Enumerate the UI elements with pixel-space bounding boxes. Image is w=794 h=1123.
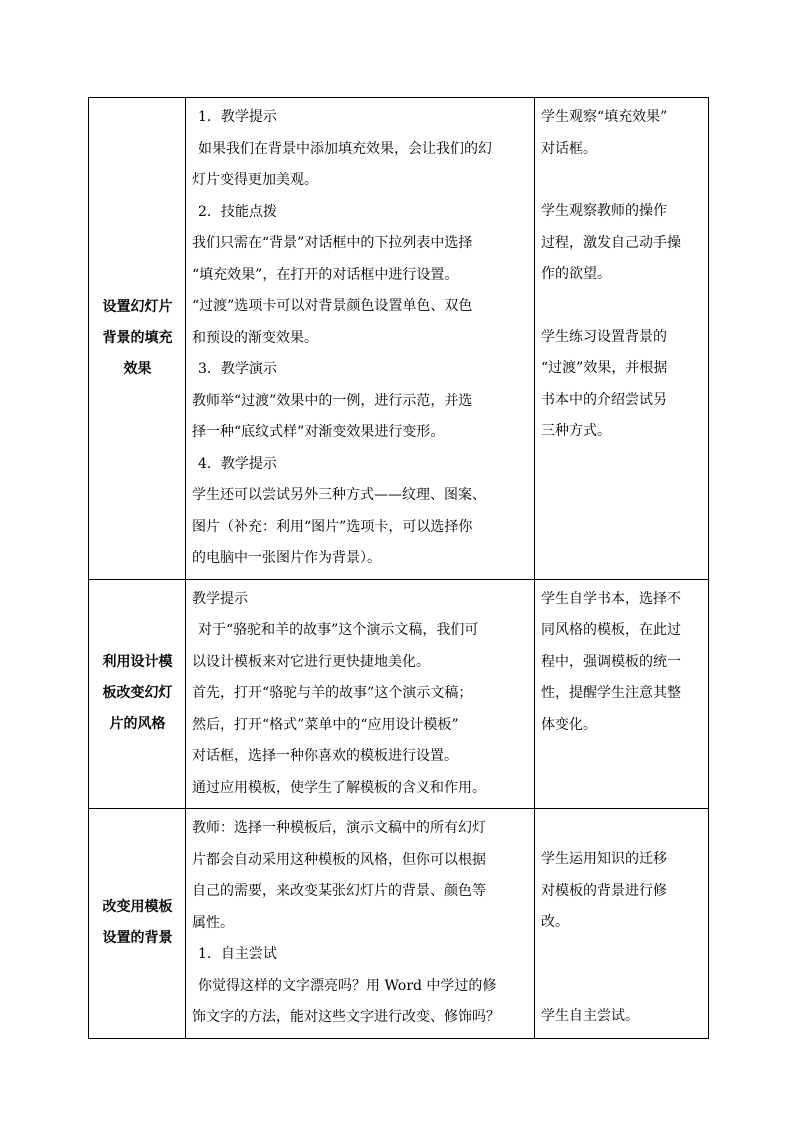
topic-cell: 改变用模板 设置的背景 [89, 809, 186, 1039]
student-activity-cell: 学生运用知识的迁移 对模板的背景进行修 改。 学生自主尝试。 [535, 809, 709, 1039]
content-cell: 教师：选择一种模板后，演示文稿中的所有幻灯 片都会自动采用这种模板的风格，但你可以根据 自己的需要，来改变某张幻灯片的背景、颜色等 属性。 1．自主尝试 你觉得这样的文字漂亮吗？用 Word 中学过的修 饰文字的方法，能对这些文字进行改变、修饰吗？ [186, 809, 535, 1039]
section-heading: 2．技能点拨 [198, 203, 277, 220]
table-row [89, 98, 709, 580]
student-activity-cell: 学生观察“填充效果” 对话框。 学生观察教师的操作 过程，激发自己动手操 作的欲望。 学生练习设置背景的 “过渡”效果，并根据 书本中的介绍尝试另 三种方式。 [535, 98, 709, 580]
topic-cell: 设置幻灯片 背景的填充 效果 [89, 98, 186, 580]
section-heading: 1．自主尝试 [198, 946, 277, 962]
section-heading: 教学提示 [192, 590, 248, 607]
lesson-plan-table [88, 97, 709, 1039]
student-activity-cell: 学生自学书本，选择不 同风格的模板，在此过 程中，强调模板的统一 性，提醒学生注意其整 体变化。 [535, 579, 709, 809]
content-cell: 教学提示 对于“骆驼和羊的故事”这个演示文稿，我们可 以设计模板来对它进行更快捷地美化。 首先，打开“骆驼与羊的故事”这个演示文稿； 然后，打开“格式”菜单中的“应用设计模板” 对话框，选择一种你喜欢的模板进行设置。 通过应用模板，使学生了解模板的含义和作用。 [186, 579, 535, 809]
section-heading: 4．教学提示 [198, 455, 277, 472]
section-heading: 1．教学提示 [198, 109, 277, 125]
content-cell: 1．教学提示 如果我们在背景中添加填充效果，会让我们的幻 灯片变得更加美观。 2．技能点拨 我们只需在“背景”对话框中的下拉列表中选择 “填充效果”，在打开的对话框中进行设置。 “过渡”选项卡可以对背景颜色设置单色、双色 和预设的渐变效果。 3．教学演示 教师举“过渡”效果中的一例，进行示范，并选 择一种“底纹式样”对渐变效果进行变形。 4．教学提示 学生还可以尝试另外三种方式——纹理、图案、 图片（补充：利用“图片”选项卡，可以选择你 的电脑中一张图片作为背景）。 [186, 98, 535, 580]
topic-cell: 利用设计模 板改变幻灯 片的风格 [89, 579, 186, 809]
section-heading: 3．教学演示 [198, 361, 277, 377]
table-row [89, 809, 709, 1039]
table-row [89, 579, 709, 809]
